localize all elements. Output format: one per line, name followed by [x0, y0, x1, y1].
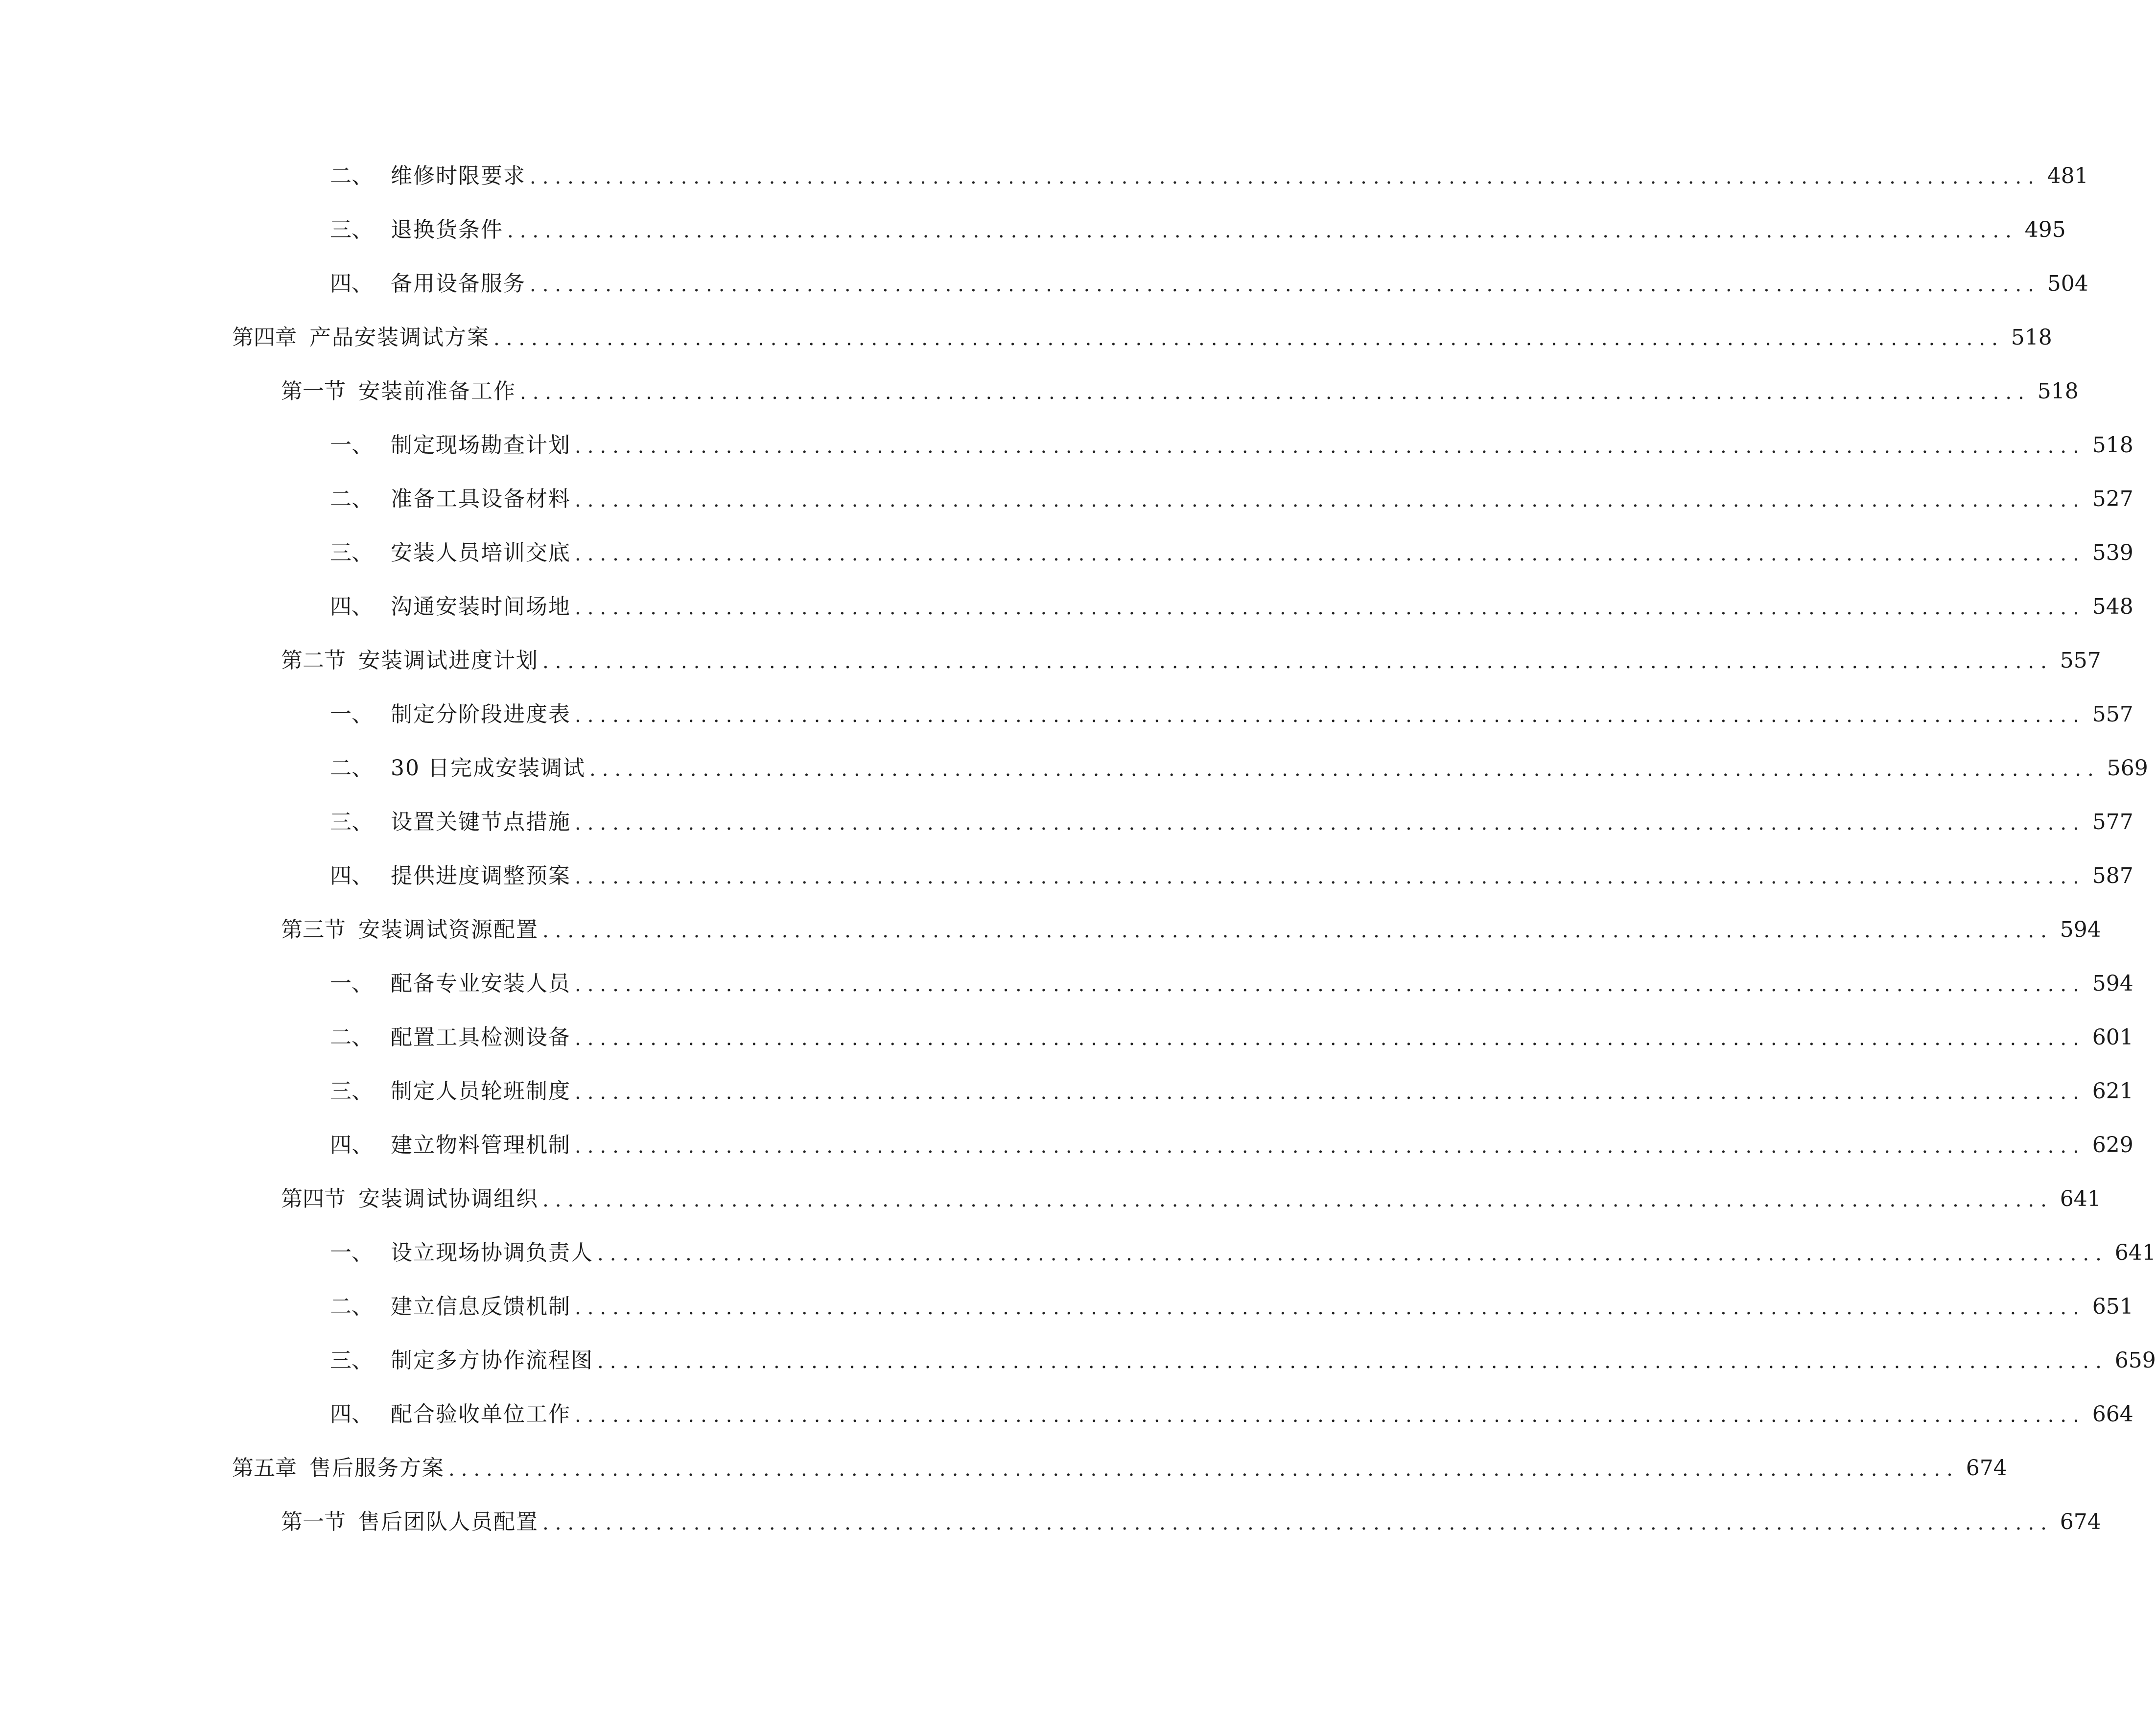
dot-leader: ........................................................................................................................	[575, 489, 2086, 511]
toc-chapter-entry[interactable]	[0, 311, 2052, 365]
toc-entry-title: 制定现场勘查计划	[391, 433, 571, 458]
toc-entry-page: 495	[2024, 217, 2066, 242]
toc-entry[interactable]	[0, 257, 2088, 311]
toc-entry-number: 三、	[330, 1348, 373, 1373]
toc-entry-title: 退换货条件	[391, 217, 503, 242]
toc-entry[interactable]	[0, 472, 2133, 526]
toc-entry[interactable]	[0, 203, 2066, 257]
toc-entry-page: 481	[2047, 163, 2088, 188]
toc-entry-title: 安装调试进度计划	[358, 648, 539, 673]
toc-entry-title: 设置关键节点措施	[391, 810, 571, 835]
dot-leader: ........................................................................................................................	[507, 220, 2018, 242]
toc-entry-number: 第五章	[232, 1456, 297, 1481]
toc-entry-page: 569	[2107, 756, 2148, 781]
toc-entry-title: 建立物料管理机制	[391, 1133, 571, 1158]
toc-entry-title: 配置工具检测设备	[391, 1025, 571, 1050]
toc-entry-page: 594	[2092, 971, 2133, 996]
toc-entry-number: 一、	[330, 433, 373, 458]
dot-leader: ........................................................................................................................	[575, 974, 2086, 996]
dot-leader: ........................................................................................................................	[575, 866, 2086, 888]
dot-leader: ........................................................................................................................	[597, 1350, 2108, 1373]
dot-leader: ........................................................................................................................	[575, 1135, 2086, 1158]
toc-entry-number: 第三节	[281, 917, 346, 942]
toc-entry-page: 664	[2092, 1402, 2133, 1427]
toc-entry-title: 制定多方协作流程图	[391, 1348, 593, 1373]
toc-section-entry[interactable]	[0, 1172, 2101, 1226]
toc-entry-number: 四、	[330, 594, 373, 619]
toc-entry-number: 三、	[330, 540, 373, 565]
dot-leader: ........................................................................................................................	[575, 704, 2086, 727]
toc-entry-page: 557	[2060, 648, 2101, 673]
toc-entry-page: 641	[2060, 1186, 2101, 1211]
dot-leader: ........................................................................................................................	[575, 1081, 2086, 1104]
dot-leader: ........................................................................................................................	[575, 1027, 2086, 1050]
toc-chapter-entry[interactable]	[0, 1441, 2007, 1495]
toc-entry-page: 629	[2092, 1133, 2133, 1158]
toc-entry-page: 641	[2114, 1240, 2156, 1265]
toc-entry-title: 备用设备服务	[391, 271, 526, 296]
toc-entry-number: 二、	[330, 487, 373, 511]
toc-entry[interactable]	[0, 1118, 2133, 1172]
toc-entry-number: 二、	[330, 756, 373, 781]
dot-leader: ........................................................................................................................	[520, 381, 2031, 404]
toc-entry-title: 沟通安装时间场地	[391, 594, 571, 619]
toc-entry-number: 一、	[330, 1240, 373, 1265]
dot-leader: ........................................................................................................................	[542, 920, 2053, 942]
toc-entry-title: 配合验收单位工作	[391, 1402, 571, 1427]
dot-leader: ........................................................................................................................	[575, 1297, 2086, 1319]
toc-entry-page: 621	[2092, 1079, 2133, 1104]
toc-entry[interactable]	[0, 1280, 2133, 1334]
toc-entry-title: 安装人员培训交底	[391, 540, 571, 565]
toc-entry-title: 建立信息反馈机制	[391, 1294, 571, 1319]
dot-leader: ........................................................................................................................	[575, 435, 2086, 458]
toc-entry-title: 安装调试协调组织	[358, 1186, 539, 1211]
toc-entry-number: 第一节	[281, 1509, 346, 1534]
toc-entry-page: 539	[2092, 540, 2133, 565]
toc-entry-page: 504	[2047, 271, 2088, 296]
toc-entry-title: 制定分阶段进度表	[391, 702, 571, 727]
toc-entry-page: 577	[2092, 810, 2133, 835]
toc-section-entry[interactable]	[0, 1495, 2101, 1549]
toc-entry-page: 659	[2114, 1348, 2156, 1373]
toc-entry-title: 产品安装调试方案	[309, 325, 490, 350]
toc-entry[interactable]	[0, 1011, 2133, 1065]
dot-leader: ........................................................................................................................	[575, 543, 2086, 565]
toc-entry-title: 售后服务方案	[309, 1456, 445, 1481]
dot-leader: ........................................................................................................................	[575, 1404, 2086, 1427]
toc-entry-page: 548	[2092, 594, 2133, 619]
toc-entry-page: 674	[2060, 1509, 2101, 1534]
toc-entry-page: 527	[2092, 487, 2133, 511]
dot-leader: ........................................................................................................................	[575, 597, 2086, 619]
toc-entry-page: 518	[2092, 433, 2133, 458]
table-of-contents	[0, 149, 2156, 1549]
toc-entry-number: 第二节	[281, 648, 346, 673]
dot-leader: ........................................................................................................................	[597, 1243, 2108, 1265]
toc-section-entry[interactable]	[0, 634, 2101, 688]
toc-entry-number: 四、	[330, 863, 373, 888]
toc-entry[interactable]	[0, 957, 2133, 1011]
toc-entry[interactable]	[0, 688, 2133, 742]
toc-entry-page: 587	[2092, 863, 2133, 888]
toc-entry[interactable]	[0, 1388, 2133, 1441]
toc-entry-title: 安装前准备工作	[358, 379, 516, 404]
dot-leader: ........................................................................................................................	[542, 1512, 2053, 1534]
toc-entry[interactable]	[0, 742, 2148, 795]
toc-entry-page: 557	[2092, 702, 2133, 727]
dot-leader: ........................................................................................................................	[493, 327, 2004, 350]
dot-leader: ........................................................................................................................	[530, 166, 2040, 188]
toc-entry-title: 安装调试资源配置	[358, 917, 539, 942]
toc-entry-title: 设立现场协调负责人	[391, 1240, 593, 1265]
toc-entry-number: 第四节	[281, 1186, 346, 1211]
toc-entry-page: 594	[2060, 917, 2101, 942]
dot-leader: ........................................................................................................................	[542, 1189, 2053, 1211]
toc-entry-page: 518	[2011, 325, 2052, 350]
toc-entry[interactable]	[0, 418, 2133, 472]
toc-entry-number: 第一节	[281, 379, 346, 404]
toc-entry-number: 二、	[330, 1294, 373, 1319]
toc-entry-number: 二、	[330, 1025, 373, 1050]
toc-entry[interactable]	[0, 580, 2133, 634]
toc-entry-page: 651	[2092, 1294, 2133, 1319]
toc-entry[interactable]	[0, 795, 2133, 849]
toc-entry-page: 518	[2037, 379, 2079, 404]
toc-section-entry[interactable]	[0, 903, 2101, 957]
toc-entry-number: 三、	[330, 217, 373, 242]
toc-entry-title: 配备专业安装人员	[391, 971, 571, 996]
toc-entry-number: 第四章	[232, 325, 297, 350]
toc-entry-title: 提供进度调整预案	[391, 863, 571, 888]
toc-entry-number: 四、	[330, 1402, 373, 1427]
toc-section-entry[interactable]	[0, 365, 2079, 418]
toc-entry[interactable]	[0, 1334, 2156, 1388]
toc-entry-number: 四、	[330, 271, 373, 296]
toc-entry-title: 制定人员轮班制度	[391, 1079, 571, 1104]
toc-entry-number: 二、	[330, 163, 373, 188]
dot-leader: ........................................................................................................................	[448, 1458, 1959, 1481]
toc-entry-number: 三、	[330, 1079, 373, 1104]
toc-entry[interactable]	[0, 1065, 2133, 1118]
dot-leader: ........................................................................................................................	[542, 650, 2053, 673]
dot-leader: ........................................................................................................................	[530, 274, 2040, 296]
toc-entry-title: 维修时限要求	[391, 163, 526, 188]
toc-entry-number: 一、	[330, 971, 373, 996]
toc-entry[interactable]	[0, 526, 2133, 580]
toc-entry[interactable]	[0, 849, 2133, 903]
toc-entry[interactable]	[0, 1226, 2156, 1280]
toc-entry-page: 601	[2092, 1025, 2133, 1050]
toc-entry-title: 准备工具设备材料	[391, 487, 571, 511]
toc-entry-title: 30 日完成安装调试	[391, 756, 586, 781]
toc-entry-number: 一、	[330, 702, 373, 727]
dot-leader: ........................................................................................................................	[589, 758, 2100, 781]
toc-entry-title: 售后团队人员配置	[358, 1509, 539, 1534]
toc-entry-number: 三、	[330, 810, 373, 835]
toc-entry-number: 四、	[330, 1133, 373, 1158]
toc-entry[interactable]	[0, 149, 2088, 203]
toc-entry-page: 674	[1966, 1456, 2007, 1481]
dot-leader: ........................................................................................................................	[575, 812, 2086, 835]
